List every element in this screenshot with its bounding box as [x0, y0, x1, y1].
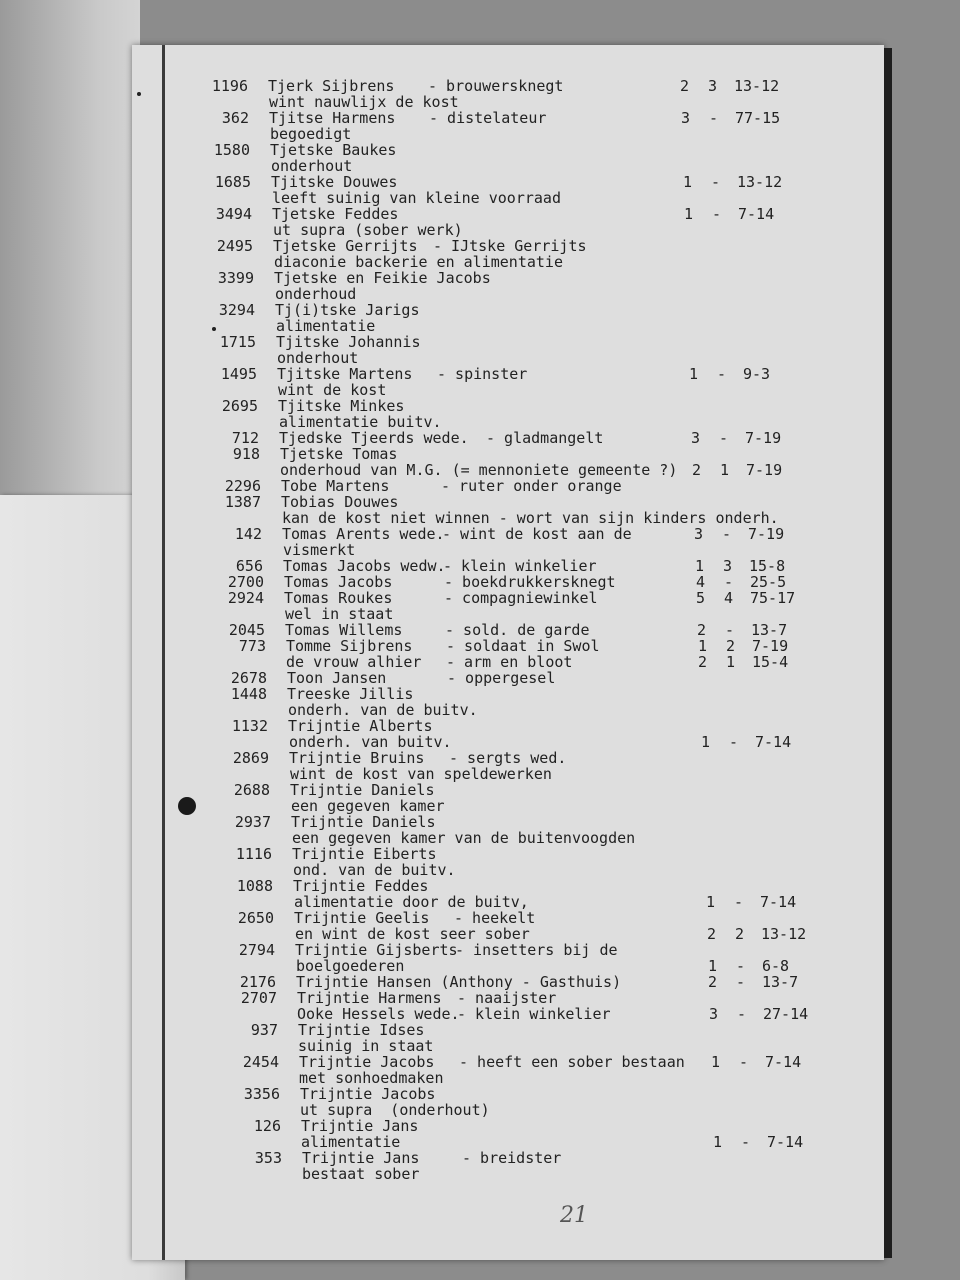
entry-count-2: 4: [724, 589, 734, 607]
entry-count-1: 1: [698, 637, 708, 655]
entry-count-1: 2: [707, 925, 717, 943]
entry-count-1: 2: [698, 653, 708, 671]
entry-text: wel in staat: [285, 605, 394, 623]
entry-text: Toon Jansen: [287, 669, 387, 687]
ledger-line: [0, 1166, 880, 1186]
entry-text: Ooke Hessels wede.: [297, 1005, 460, 1023]
entry-occupation: - sold. de garde: [445, 621, 590, 639]
entry-text: Trijntie Jacobs: [300, 1085, 436, 1103]
entry-number: 2176: [239, 973, 276, 991]
entry-text: Trijntie Harmens: [297, 989, 442, 1007]
entry-amount: 7-14: [760, 893, 797, 911]
entry-count-2: -: [736, 957, 746, 975]
entry-amount: 27-14: [763, 1005, 809, 1023]
entry-amount: 13-12: [737, 173, 783, 191]
entry-number: 2650: [237, 909, 274, 927]
entry-text: Tjerk Sijbrens: [268, 77, 395, 95]
entry-number: 1387: [224, 493, 261, 511]
entry-count-1: 2: [680, 77, 690, 95]
entry-number: 2700: [227, 573, 264, 591]
entry-count-2: -: [711, 173, 721, 191]
entry-text: alimentatie: [276, 317, 376, 335]
entry-text: Tjedske Tjeerds wede.: [279, 429, 469, 447]
entry-text: alimentatie buitv.: [279, 413, 442, 431]
entry-text: Trijntie Hansen (Anthony - Gasthuis): [296, 973, 622, 991]
entry-amount: 13-7: [762, 973, 799, 991]
entry-number: 1088: [236, 877, 273, 895]
entry-count-1: 1: [689, 365, 699, 383]
entry-number: 3294: [218, 301, 255, 319]
entry-text: ut supra (sober werk): [273, 221, 463, 239]
entry-number: 2454: [242, 1053, 279, 1071]
entry-number: 2707: [240, 989, 277, 1007]
entry-occupation: - klein winkelier: [457, 1005, 611, 1023]
entry-number: 1495: [220, 365, 257, 383]
entry-occupation: - IJtske Gerrijts: [433, 237, 587, 255]
entry-count-1: 1: [683, 173, 693, 191]
entry-text: en wint de kost seer sober: [295, 925, 530, 943]
entry-number: 2045: [228, 621, 265, 639]
entry-text: Trijntie Idses: [298, 1021, 425, 1039]
entry-text: Tjitske Johannis: [276, 333, 421, 351]
entry-occupation: - naaijster: [457, 989, 557, 1007]
entry-amount: 25-5: [750, 573, 787, 591]
entry-text: Treeske Jillis: [287, 685, 414, 703]
entry-text: Trijntie Jans: [302, 1149, 420, 1167]
entry-count-2: -: [724, 573, 734, 591]
entry-occupation: - sergts wed.: [449, 749, 567, 767]
entry-count-2: -: [739, 1053, 749, 1071]
entry-text: Tomme Sijbrens: [286, 637, 413, 655]
entry-number: 3494: [215, 205, 252, 223]
entry-amount: 15-8: [749, 557, 786, 575]
entry-number: 773: [238, 637, 266, 655]
entry-occupation: - klein winkelier: [443, 557, 597, 575]
entry-text: Tjetske Baukes: [270, 141, 397, 159]
entry-number: 2869: [232, 749, 269, 767]
entry-text: onderhout: [277, 349, 359, 367]
entry-text: Tobias Douwes: [281, 493, 399, 511]
entry-amount: 7-19: [745, 429, 782, 447]
entry-text: met sonhoedmaken: [299, 1069, 444, 1087]
entry-text: suinig in staat: [298, 1037, 434, 1055]
entry-number: 2924: [227, 589, 264, 607]
entry-text: een gegeven kamer: [291, 797, 445, 815]
entry-text: Trijntie Jans: [301, 1117, 419, 1135]
entry-text: Trijntie Geelis: [294, 909, 430, 927]
entry-count-2: -: [712, 205, 722, 223]
entry-count-2: 3: [723, 557, 733, 575]
entry-count-2: 2: [726, 637, 736, 655]
entry-amount: 7-14: [738, 205, 775, 223]
entry-count-2: 1: [720, 461, 730, 479]
page-right-edge: [884, 48, 892, 1258]
entry-text: boelgoederen: [296, 957, 405, 975]
entry-text: Tjetske Tomas: [280, 445, 398, 463]
entry-count-1: 1: [711, 1053, 721, 1071]
entry-text: Tj(i)tske Jarigs: [275, 301, 420, 319]
entry-count-2: -: [741, 1133, 751, 1151]
entry-count-1: 3: [691, 429, 701, 447]
entry-count-2: -: [719, 429, 729, 447]
entry-text: wint de kost: [278, 381, 387, 399]
entry-text: Trijntie Feddes: [293, 877, 429, 895]
entry-number: 656: [235, 557, 263, 575]
entry-occupation: - wint de kost aan de: [442, 525, 632, 543]
entry-text: onderhoud: [275, 285, 357, 303]
entry-number: 1580: [213, 141, 250, 159]
entry-text: Tjitske Minkes: [278, 397, 405, 415]
entry-number: 1132: [231, 717, 268, 735]
entry-occupation: - ruter onder orange: [441, 477, 622, 495]
entry-text: leeft suinig van kleine voorraad: [272, 189, 561, 207]
entry-number: 3399: [217, 269, 254, 287]
entry-text: Tjetske en Feikie Jacobs: [274, 269, 491, 287]
entry-occupation: - spinster: [437, 365, 528, 383]
entry-count-2: 3: [708, 77, 718, 95]
entry-count-2: -: [722, 525, 732, 543]
entry-count-2: 1: [726, 653, 736, 671]
entry-occupation: - distelateur: [429, 109, 547, 127]
entry-text: Tjitse Harmens: [269, 109, 396, 127]
entry-number: 1116: [235, 845, 272, 863]
entry-number: 126: [253, 1117, 281, 1135]
entry-count-2: -: [736, 973, 746, 991]
entry-text: Trijntie Bruins: [289, 749, 425, 767]
entry-count-1: 4: [696, 573, 706, 591]
entry-text: Tomas Jacobs wedw.: [283, 557, 446, 575]
entry-number: 353: [254, 1149, 282, 1167]
entry-count-2: -: [734, 893, 744, 911]
entry-count-1: 1: [708, 957, 718, 975]
entry-count-1: 3: [694, 525, 704, 543]
entry-count-1: 1: [706, 893, 716, 911]
entry-text: Trijntie Daniels: [290, 781, 435, 799]
entry-text: begoedigt: [270, 125, 352, 143]
entry-amount: 6-8: [762, 957, 790, 975]
entry-number: 2688: [233, 781, 270, 799]
entry-count-1: 1: [684, 205, 694, 223]
entry-occupation: - oppergesel: [447, 669, 556, 687]
entry-number: 918: [232, 445, 260, 463]
entry-amount: 13-12: [734, 77, 780, 95]
entry-text: alimentatie: [301, 1133, 401, 1151]
entry-text: Tjetske Feddes: [272, 205, 399, 223]
entry-count-1: 2: [697, 621, 707, 639]
entry-number: 1685: [214, 173, 251, 191]
entry-amount: 13-12: [761, 925, 807, 943]
page-number: 21: [560, 1203, 588, 1228]
entry-amount: 7-14: [755, 733, 792, 751]
entry-count-2: -: [709, 109, 719, 127]
entry-text: Tomas Jacobs: [284, 573, 393, 591]
entry-text: Trijntie Jacobs: [299, 1053, 435, 1071]
entry-amount: 15-4: [752, 653, 789, 671]
entry-number: 712: [231, 429, 259, 447]
entry-count-1: 3: [681, 109, 691, 127]
entry-number: 2296: [224, 477, 261, 495]
entry-text: Trijntie Eiberts: [292, 845, 437, 863]
entry-text: Tomas Roukes: [284, 589, 393, 607]
entry-count-2: -: [729, 733, 739, 751]
entry-text: ut supra (onderhout): [300, 1101, 490, 1119]
entry-text: Tomas Arents wede.: [282, 525, 445, 543]
entry-number: 3356: [243, 1085, 280, 1103]
entry-number: 2495: [216, 237, 253, 255]
entry-count-1: 2: [692, 461, 702, 479]
entry-occupation: - boekdrukkersknegt: [444, 573, 616, 591]
entry-count-1: 1: [713, 1133, 723, 1151]
entry-text: onderh. van buitv.: [289, 733, 452, 751]
entry-text: Trijntie Gijsberts: [295, 941, 458, 959]
entry-occupation: - compagniewinkel: [444, 589, 598, 607]
entry-text: alimentatie door de buitv,: [294, 893, 529, 911]
entry-text: onderh. van de buitv.: [288, 701, 478, 719]
entry-amount: 7-19: [748, 525, 785, 543]
entry-amount: 7-19: [746, 461, 783, 479]
entry-amount: 7-14: [765, 1053, 802, 1071]
entry-number: 1715: [219, 333, 256, 351]
entry-number: 2794: [238, 941, 275, 959]
entry-text: kan de kost niet winnen - wort van sijn kinders onderh.: [282, 509, 779, 527]
entry-occupation: - heekelt: [454, 909, 536, 927]
entry-text: een gegeven kamer van de buitenvoogden: [292, 829, 636, 847]
entry-text: bestaat sober: [302, 1165, 420, 1183]
entry-occupation: - soldaat in Swol: [446, 637, 600, 655]
entry-text: wint de kost van speldewerken: [290, 765, 552, 783]
entry-count-1: 1: [701, 733, 711, 751]
entry-occupation: - insetters bij de: [455, 941, 618, 959]
entry-number: 1196: [211, 77, 248, 95]
entry-text: Trijntie Daniels: [291, 813, 436, 831]
entry-amount: 7-19: [752, 637, 789, 655]
entry-occupation: - heeft een sober bestaan: [459, 1053, 685, 1071]
entry-count-2: 2: [735, 925, 745, 943]
entry-amount: 75-17: [750, 589, 796, 607]
entry-text: Tobe Martens: [281, 477, 390, 495]
entry-text: de vrouw alhier: [286, 653, 422, 671]
entry-amount: 77-15: [735, 109, 781, 127]
entry-occupation: - brouwersknegt: [428, 77, 564, 95]
entry-amount: 9-3: [743, 365, 771, 383]
entry-text: Tjitske Martens: [277, 365, 413, 383]
entry-count-2: -: [717, 365, 727, 383]
entry-text: Tjetske Gerrijts: [273, 237, 418, 255]
entry-text: Trijntie Alberts: [288, 717, 433, 735]
entry-count-1: 2: [708, 973, 718, 991]
entry-number: 2937: [234, 813, 271, 831]
entry-count-1: 5: [696, 589, 706, 607]
entry-text: diaconie backerie en alimentatie: [274, 253, 563, 271]
entry-count-2: -: [737, 1005, 747, 1023]
entry-count-2: -: [725, 621, 735, 639]
entry-number: 1448: [230, 685, 267, 703]
entry-text: onderhout: [271, 157, 353, 175]
entry-number: 2695: [221, 397, 258, 415]
entry-number: 362: [221, 109, 249, 127]
entry-number: 2678: [230, 669, 267, 687]
entry-occupation: - breidster: [462, 1149, 562, 1167]
entry-text: wint nauwlijx de kost: [269, 93, 459, 111]
entry-number: 937: [250, 1021, 278, 1039]
entry-amount: 13-7: [751, 621, 788, 639]
entry-text: Tomas Willems: [285, 621, 403, 639]
entry-number: 142: [234, 525, 262, 543]
entry-count-1: 3: [709, 1005, 719, 1023]
entry-count-1: 1: [695, 557, 705, 575]
entry-text: vismerkt: [283, 541, 356, 559]
entry-text: onderhoud van M.G. (= mennoniete gemeente ?): [280, 461, 678, 479]
entry-text: Tjitske Douwes: [271, 173, 398, 191]
entry-occupation: - gladmangelt: [486, 429, 604, 447]
entry-amount: 7-14: [767, 1133, 804, 1151]
entry-occupation: - arm en bloot: [446, 653, 573, 671]
entry-text: ond. van de buitv.: [293, 861, 456, 879]
